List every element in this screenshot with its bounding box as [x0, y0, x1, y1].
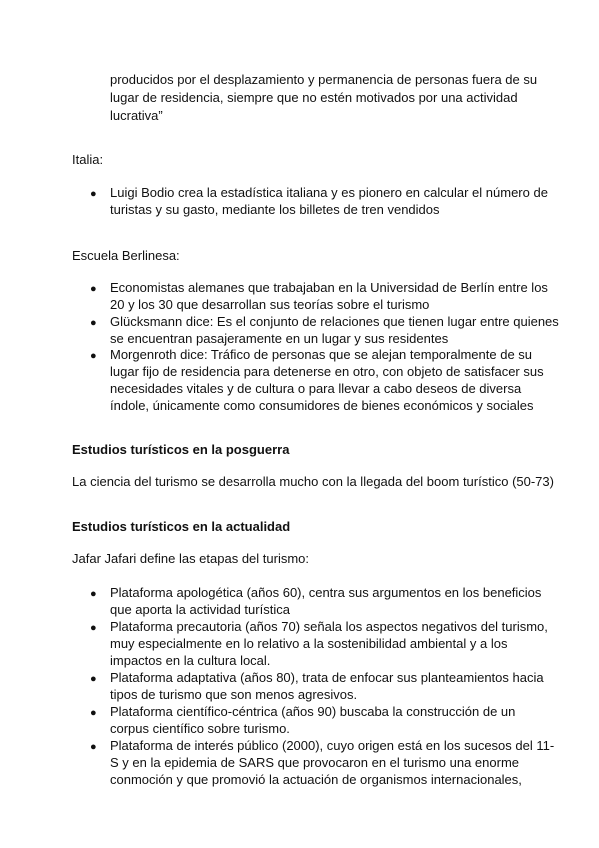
- actualidad-bullet-line: Plataforma adaptativa (años 80), trata de enfocar sus planteamientos hacia: [110, 670, 544, 685]
- berlinesa-bullet-line: se encuentran pasajeramente en un lugar y sus residentes: [110, 331, 449, 346]
- bullet-icon: ●: [90, 741, 97, 753]
- italia-bullet-line: Luigi Bodio crea la estadística italiana y es pionero en calcular el número de: [110, 185, 548, 200]
- berlinesa-bullet-line: necesidades vitales y de cultura o para llevar a cabo deseos de diversa: [110, 381, 522, 396]
- section-heading-posguerra: Estudios turísticos en la posguerra: [72, 442, 290, 457]
- section-heading-actualidad: Estudios turísticos en la actualidad: [72, 519, 291, 534]
- actualidad-bullet-line: Plataforma científico-céntrica (años 90) buscaba la construcción de un: [110, 704, 516, 719]
- bullet-icon: ●: [90, 588, 97, 600]
- quote-line: producidos por el desplazamiento y permanencia de personas fuera de su: [110, 72, 538, 87]
- berlinesa-bullet-line: Glücksmann dice: Es el conjunto de relaciones que tienen lugar entre quienes: [110, 314, 559, 329]
- section-label-italia: Italia:: [72, 152, 104, 167]
- actualidad-bullet-line: Plataforma de interés público (2000), cuyo origen está en los sucesos del 11-: [110, 738, 555, 753]
- bullet-icon: ●: [90, 350, 97, 362]
- posguerra-paragraph: La ciencia del turismo se desarrolla mucho con la llegada del boom turístico (50-73): [72, 474, 554, 489]
- actualidad-bullet-line: Plataforma precautoria (años 70) señala los aspectos negativos del turismo,: [110, 619, 548, 634]
- bullet-icon: ●: [90, 317, 97, 329]
- actualidad-bullet-line: corpus científico sobre turismo.: [110, 721, 290, 736]
- bullet-icon: ●: [90, 622, 97, 634]
- berlinesa-bullet-line: Morgenroth dice: Tráfico de personas que se alejan temporalmente de su: [110, 347, 533, 362]
- bullet-icon: ●: [90, 283, 97, 295]
- actualidad-bullet-line: muy especialmente en lo relativo a la sostenibilidad ambiental y a los: [110, 636, 508, 651]
- berlinesa-bullet-line: 20 y los 30 que desarrollan sus teorías sobre el turismo: [110, 297, 430, 312]
- quote-line: lugar de residencia, siempre que no estén motivados por una actividad: [110, 90, 518, 105]
- bullet-icon: ●: [90, 707, 97, 719]
- bullet-icon: ●: [90, 188, 97, 200]
- actualidad-bullet-line: S y en la epidemia de SARS que provocaron en el turismo una enorme: [110, 755, 520, 770]
- berlinesa-bullet-line: lugar fijo de residencia para detenerse en otro, con objeto de satisfacer sus: [110, 364, 544, 379]
- actualidad-bullet-line: que aporta la actividad turística: [110, 602, 290, 617]
- actualidad-bullet-line: tipos de turismo que son menos agresivos.: [110, 687, 358, 702]
- actualidad-bullet-line: conmoción y que promovió la actuación de organismos internacionales,: [110, 772, 522, 787]
- berlinesa-bullet-line: Economistas alemanes que trabajaban en la Universidad de Berlín entre los: [110, 280, 548, 295]
- quote-line: lucrativa”: [110, 108, 163, 123]
- actualidad-intro: Jafar Jafari define las etapas del turismo:: [72, 551, 310, 566]
- section-label-berlinesa: Escuela Berlinesa:: [72, 248, 180, 263]
- actualidad-bullet-line: Plataforma apologética (años 60), centra sus argumentos en los beneficios: [110, 585, 542, 600]
- actualidad-bullet-line: impactos en la cultura local.: [110, 653, 271, 668]
- berlinesa-bullet-line: índole, únicamente como consumidores de bienes económicos y sociales: [110, 398, 534, 413]
- italia-bullet-line: turistas y su gasto, mediante los billetes de tren vendidos: [110, 202, 440, 217]
- bullet-icon: ●: [90, 673, 97, 685]
